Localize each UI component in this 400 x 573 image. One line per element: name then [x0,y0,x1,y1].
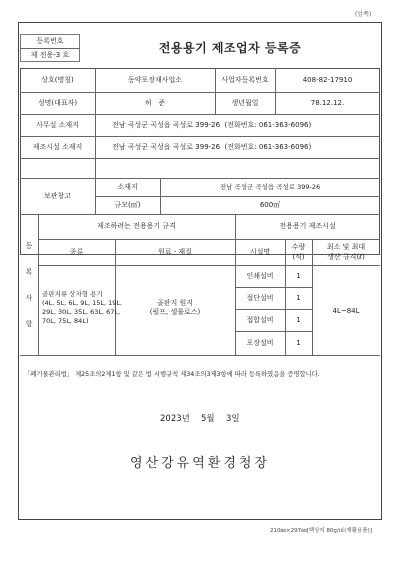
container-spec-header: 제조하려는 전용용기 규격 [97,222,176,230]
business-number-label: 사업자등록번호 [221,76,269,84]
representative-label: 성명(대표자) [37,99,78,107]
facility-name-column-header: 시설명 [249,248,271,256]
issue-date-month: 5월 [201,414,215,424]
paper-spec-footer: 210㎜×297㎜[백상지 80g/㎡(재활용품)] [270,528,372,534]
facility-address-value: 전남 곡성군 곡성읍 곡성로 399-26 (전화번호: 061-363-6096) [112,143,312,151]
type-column-header: 종류 [69,248,84,256]
company-name-value: 동약포장재사업소 [127,76,183,84]
facility-name: 인쇄설비 [246,272,274,280]
container-type-line-3: 29L, 30L, 35L, 63L, 67L, [42,308,121,316]
business-number-value: 408-82-17910 [302,76,353,84]
registration-number-label: 등록번호 [36,37,64,45]
spec-range-column-header-line2: 생산 규격(ℓ) [327,253,365,261]
facility-quantity: 1 [296,272,301,280]
material-line-2: (펄프, 셀룰로스) [149,308,201,316]
page-side-label: (앞쪽) [355,11,372,18]
registration-details-side-label-3: 사 [25,294,33,302]
document-title: 전용용기 제조업자 등록증 [158,41,302,55]
certification-statement: 「폐기물관리법」 제25조의2제1항 및 같은 법 시행규칙 제34조의3제3항에 따라 등록하였음을 증명합니다. [24,371,320,378]
issue-date-year: 2023년 [160,414,190,424]
office-address-label: 사무실 소재지 [36,121,79,129]
storage-location-value: 전남 곡성군 곡성읍 곡성로 399-26 [219,183,321,191]
issuing-authority: 영산강유역환경청장 [129,456,271,471]
container-type-line-2: (4L, 5L, 6L, 9L, 15L, 19L, [42,299,123,307]
storage-location-label: 소재지 [117,183,138,191]
registration-details-side-label-4: 항 [25,320,33,328]
facility-quantity: 1 [296,294,301,302]
issue-date-day: 3일 [226,414,240,424]
facility-name: 포장설비 [246,339,274,347]
storage-label: 보관창고 [43,192,72,200]
facility-address-label: 제조시설 소재지 [32,143,83,151]
production-spec-range: 4L~84L [332,307,360,315]
company-name-label: 상호(명칭) [41,76,74,84]
facility-name: 접합설비 [246,316,274,324]
facility-quantity: 1 [296,316,301,324]
birthdate-value: 78.12.12. [310,99,345,107]
container-type-line-4: 70L, 75L, 84L) [42,317,89,325]
container-type-line-1: 골판지류 상자형 용기 [42,290,103,298]
registration-details-side-label-1: 등 [25,242,33,250]
birthdate-label: 생년월일 [231,99,259,107]
facility-quantity: 1 [296,339,301,347]
representative-value: 허 준 [144,99,166,107]
material-column-header: 원료ㆍ재질 [158,248,192,256]
quantity-column-header-line2: (식) [292,253,305,261]
quantity-column-header-line1: 수량 [291,243,306,251]
manufacturing-facility-header: 전용용기 제조시설 [279,222,336,230]
registration-details-side-label-2: 록 [25,268,33,276]
spec-range-column-header-line1: 최소 및 최대 [326,243,366,251]
storage-size-label: 규모(㎡) [114,201,141,209]
registration-number-value: 제 전용-3 호 [30,51,70,59]
facility-name: 절단설비 [246,294,274,302]
storage-size-value: 600㎡ [259,201,281,209]
office-address-value: 전남 곡성군 곡성읍 곡성로 399-26 (전화번호: 061-363-6096) [112,121,312,129]
material-line-1: 골판지 원지 [156,299,194,307]
